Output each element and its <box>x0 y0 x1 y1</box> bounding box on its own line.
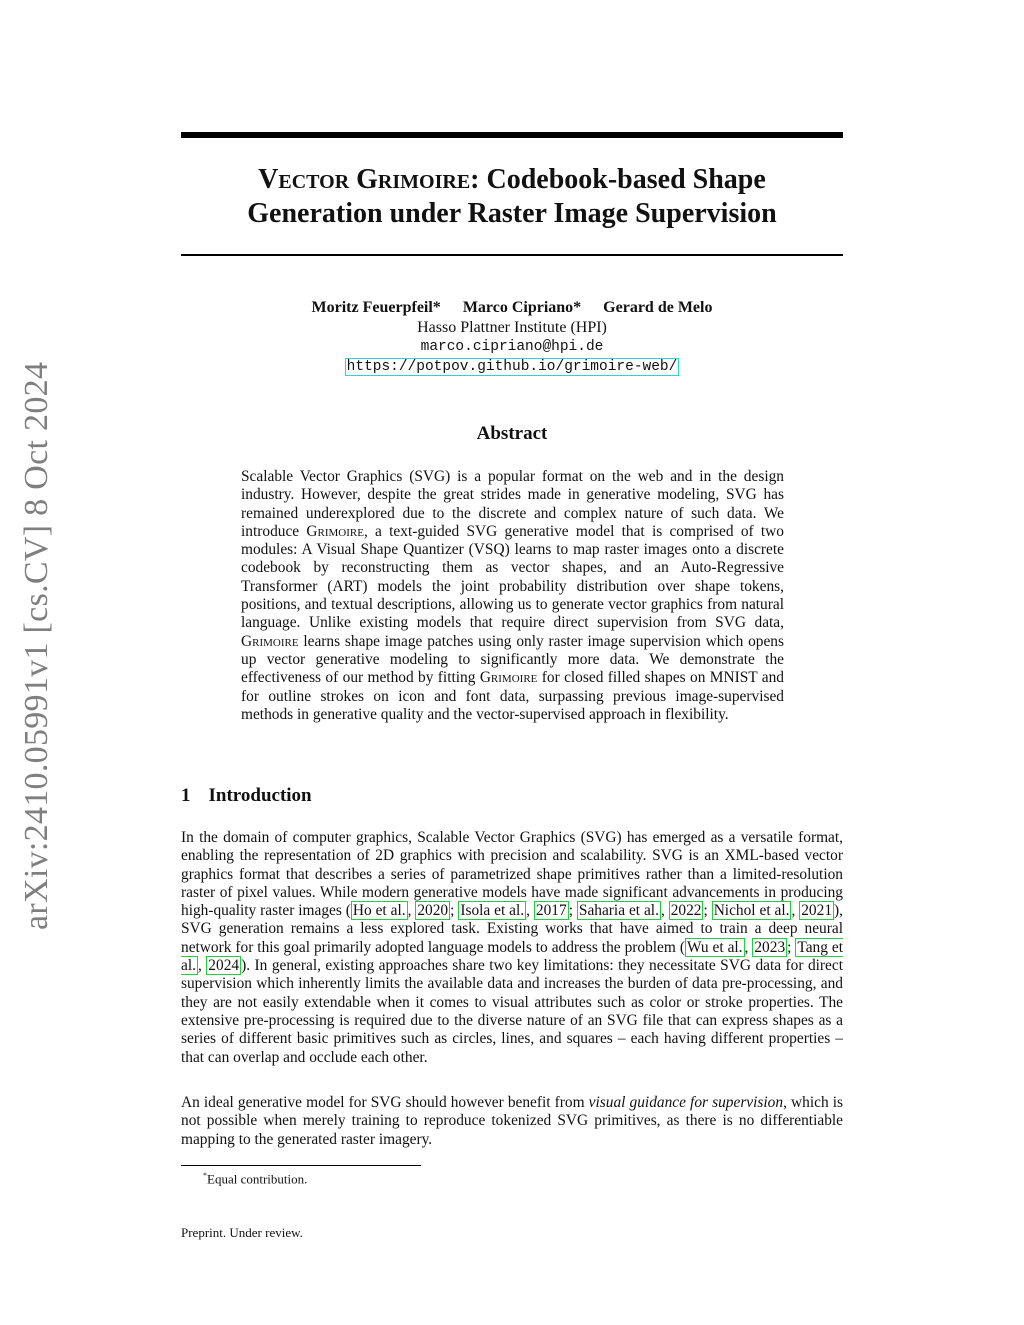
citation-link[interactable]: 2017 <box>535 902 567 920</box>
title-bottom-rule <box>181 254 843 256</box>
separator: , <box>744 938 753 956</box>
abstract-text: for closed filled shapes on MNIST and for outline strokes on icon and font data, surpassing previous image-supervised methods in generative quality and the vector-supervised approach in flexibility. <box>241 669 784 723</box>
separator: ; <box>703 902 712 920</box>
abstract-heading: Abstract <box>476 423 548 444</box>
footnote <box>203 1171 307 1187</box>
abstract-text: Scalable Vector Graphics (SVG) is a popular format on the web and in the design industry. However, despite the great strides made in generative modeling, SVG has remained underexplored due to the discrete and complex nature of such data. We introduce <box>241 468 784 540</box>
method-name: Grimoire <box>479 669 538 687</box>
section-title: Introduction <box>208 785 312 806</box>
method-name: Grimoire <box>241 632 299 650</box>
body-text: In the domain of computer graphics, Scalable Vector Graphics (SVG) has emerged as a versatile format, enabling the representation of 2D graphics with precision and scalability. SVG is an XML-based vector graphics format that describes a series of parametrized shape primitives rather than a limited-resolution raster of pixel values. While modern generative models have made significant advancements in producing high-quality raster images ( <box>181 829 843 920</box>
footnote-mark: * <box>203 1171 207 1180</box>
separator: ; <box>450 902 459 920</box>
body-text: ), SVG generation remains a less explored task. Existing works that have aimed to train a deep neural network for this goal primarily adopted language models to address the problem ( <box>181 902 843 956</box>
intro-paragraph-1 <box>181 829 843 1067</box>
citation-link[interactable]: 2022 <box>670 902 702 920</box>
abstract-text: , a text-guided SVG generative model that is comprised of two modules: A Visual Shape Quantizer (VSQ) learns to map raster images onto a discrete codebook by reconstructing them as vector shapes, and an Auto-Regressive Transformer (ART) models the joint probability distribution over shape tokens, positions, and textual descriptions, allowing us to generate vector graphics from natural language. Unlike existing models that require direct supervision from SVG data, <box>241 522 784 632</box>
citation-link[interactable]: 2023 <box>754 938 786 956</box>
preprint-notice: Preprint. Under review. <box>181 1225 303 1240</box>
contact-email: marco.cipriano@hpi.de <box>420 339 604 355</box>
author-name: Marco Cipriano* <box>462 299 582 316</box>
separator: ; <box>787 938 796 956</box>
separator: , <box>660 902 669 920</box>
footnote-rule <box>181 1165 421 1166</box>
citation-link[interactable]: 2024 <box>208 957 240 975</box>
citation-link[interactable]: 2021 <box>801 902 833 920</box>
title-line1-rest: : Codebook-based Shape <box>470 164 766 195</box>
title-line2: Generation under Raster Image Supervision <box>247 198 777 229</box>
citation-link[interactable]: Tang et al. <box>181 938 843 975</box>
abstract-text: learns shape image patches using only raster image supervision which opens up vector generative modeling to significantly more data. We demonstrate the effectiveness of our method by fitting <box>241 632 784 687</box>
affiliation: Hasso Plattner Institute (HPI) <box>417 319 607 336</box>
body-text: An ideal generative model for SVG should however benefit from <box>181 1094 589 1111</box>
paper-title <box>181 163 843 231</box>
citation-link[interactable]: Isola et al. <box>460 902 525 920</box>
separator: , <box>407 902 416 920</box>
intro-paragraph-2 <box>181 1094 843 1149</box>
separator: , <box>197 957 207 975</box>
footnote-text: Equal contribution. <box>207 1171 308 1187</box>
citation-link[interactable]: Ho et al. <box>352 902 406 920</box>
citation-link[interactable]: Wu et al. <box>686 938 743 956</box>
title-smallcaps: Vector Grimoire <box>258 164 471 195</box>
citation-link[interactable]: 2020 <box>417 902 449 920</box>
body-text: ). In general, existing approaches share two key limitations: they necessitate SVG data for direct supervision which inherently limits the available data and increases the burden of data pre-processing, and they are not easily extendable when it comes to visual attributes such as color or stroke properties. The extensive pre-processing is required due to the diverse nature of an SVG file that can express shapes as a series of different basic primitives such as circles, lines, and squares – each having different properties – that can overlap and occlude each other. <box>181 957 843 1066</box>
citation-link[interactable]: Saharia et al. <box>578 902 659 920</box>
author-list <box>181 299 843 317</box>
body-text: , which is not possible when merely training to reproduce tokenized SVG primitives, as there is no differentiable mapping to the generated raster imagery. <box>181 1094 843 1148</box>
separator: , <box>791 902 800 920</box>
author-name: Gerard de Melo <box>603 299 713 316</box>
citation-link[interactable]: Nichol et al. <box>713 902 790 920</box>
project-url-wrapper <box>181 357 843 375</box>
title-top-rule <box>181 132 843 138</box>
emphasis-text: visual guidance for supervision <box>588 1094 784 1111</box>
abstract-body <box>241 468 784 724</box>
method-name: Grimoire <box>306 522 364 540</box>
project-url-link[interactable]: https://potpov.github.io/grimoire-web/ <box>346 359 678 375</box>
author-name: Moritz Feuerpfeil* <box>311 299 441 316</box>
section-number: 1 <box>181 785 191 806</box>
section-heading-introduction <box>181 785 312 807</box>
separator: ; <box>568 902 577 920</box>
arxiv-identifier-stamp: arXiv:2410.05991v1 [cs.CV] 8 Oct 2024 <box>18 361 55 930</box>
separator: , <box>526 902 534 920</box>
